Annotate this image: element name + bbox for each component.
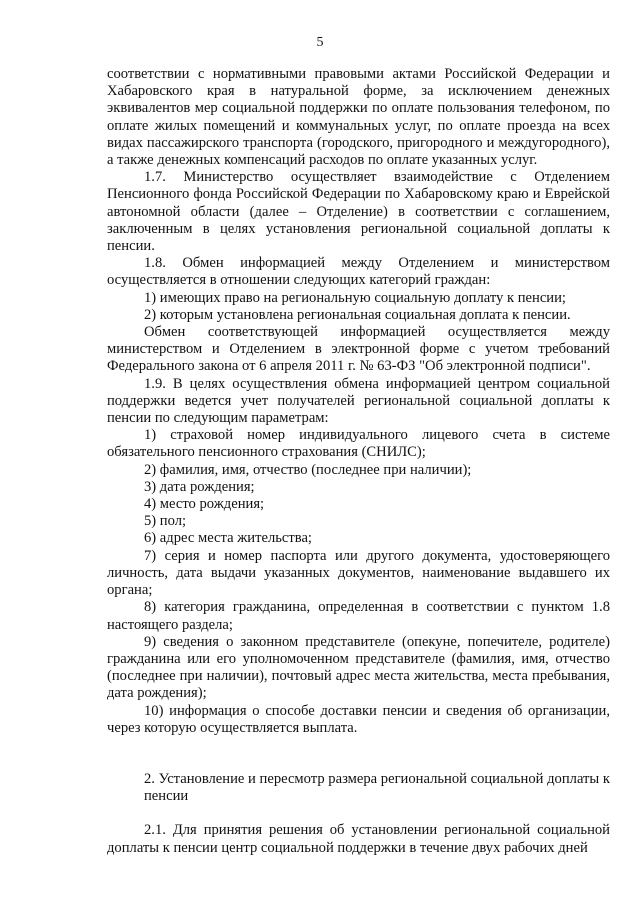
paragraph: 1.7. Министерство осуществляет взаимодействие с Отделением Пенсионного фонда Российской Федерации по Хабаровскому краю и Еврейской автономной области (далее – Отделение) в соответствии с соглашением, заключенным в целях установления региональной социальной доплаты к пенсии. [107,169,610,255]
document-body [107,66,610,857]
section-spacer [107,737,610,754]
section-spacer [107,805,610,822]
paragraph: 1.8. Обмен информацией между Отделением и министерством осуществляется в отношении следующих категорий граждан: [107,255,610,289]
section-heading: 2. Установление и пересмотр размера региональной социальной доплаты к пенсии [144,770,610,805]
list-item: 8) категория гражданина, определенная в соответствии с пунктом 1.8 настоящего раздела; [107,599,610,633]
list-item: 2) фамилия, имя, отчество (последнее при наличии); [144,461,472,478]
list-item: 10) информация о способе доставки пенсии и сведения об организации, через которую осуществляется выплата. [107,702,610,736]
list-item: 5) пол; [144,513,187,530]
list-item: 6) адрес места жительства; [144,530,312,547]
page-number: 5 [316,35,324,50]
list-item: 7) серия и номер паспорта или другого документа, удостоверяющего личность, дата выдачи указанных документов, наименование выдавшего их органа; [107,547,610,599]
list-item: 4) место рождения; [144,496,265,513]
list-item: 1) имеющих право на региональную социальную доплату к пенсии; [144,289,566,306]
paragraph: Обмен соответствующей информацией осуществляется между министерством и Отделением в электронной форме с учетом требований Федерального закона от 6 апреля 2011 г. № 63-ФЗ "Об электронной подписи". [107,324,610,375]
section-spacer [107,754,610,771]
paragraph: 1.9. В целях осуществления обмена информацией центром социальной поддержки ведется учет получателей региональной социальной доплаты к пенсии по следующим параметрам: [107,375,610,427]
list-item: 9) сведения о законном представителе (опекуне, попечителе, родителе) гражданина или его уполномоченном представителе (фамилия, имя, отчество (последнее при наличии), почтовый адрес места жительства, места пребывания, дата рождения); [107,633,610,702]
list-item: 3) дата рождения; [144,478,255,495]
list-item: 2) которым установлена региональная социальная доплата к пенсии. [144,306,571,323]
paragraph: 2.1. Для принятия решения об установлении региональной социальной доплаты к пенсии центр социальной поддержки в течение двух рабочих дней [107,822,610,856]
paragraph: соответствии с нормативными правовыми актами Российской Федерации и Хабаровского края в натуральной форме, за исключением денежных эквивалентов мер социальной поддержки по оплате пользования телефоном, по оплате жилых помещений и коммунальных услуг, по оплате проезда на всех видах пассажирского транспорта (городского, пригородного и междугородного), а также денежных компенсаций расходов по оплате указанных услуг. [107,66,610,169]
list-item: 1) страховой номер индивидуального лицевого счета в системе обязательного пенсионного страхования (СНИЛС); [107,427,610,461]
